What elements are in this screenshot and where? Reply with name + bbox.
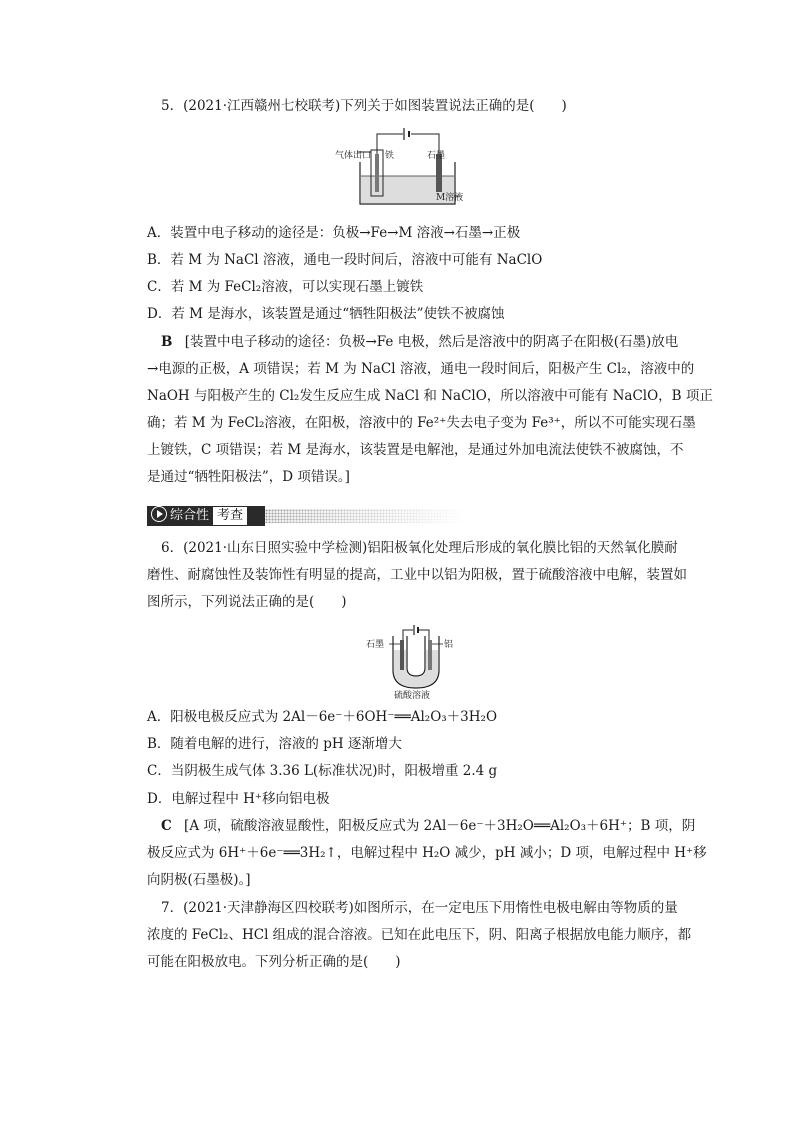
q5-explanation-line-1: [装置中电子移动的途径：负极→Fe 电极，然后是溶液中的阴离子在阳极(石墨)放电 (184, 334, 679, 350)
q6-stem-line-1: 6．(2021·山东日照实验中学检测)铝阳极氧化处理后形成的氧化膜比铝的天然氧化膜耐 (161, 540, 678, 556)
section-tag: 考查 (213, 507, 247, 525)
q6-option-c: C．当阴极生成气体 3.36 L(标准状况)时，阳极增重 2.4 g (147, 763, 498, 779)
q6-aluminum-label: 铝 (444, 640, 454, 650)
dotted-decoration (265, 509, 465, 523)
q5-stem: 5．(2021·江西赣州七校联考)下列关于如图装置说法正确的是( ) (161, 98, 567, 114)
q5-explanation-line-6: 是通过“牺牲阳极法”，D 项错误。] (147, 469, 350, 485)
q5-explanation-line-5: 上镀铁，C 项错误；若 M 是海水，该装置是电解池，是通过外加电流法使铁不被腐蚀，不 (147, 442, 684, 458)
q5-answer (161, 332, 678, 352)
q5-explanation-line-3: NaOH 与阳极产生的 Cl₂发生反应生成 NaCl 和 NaClO，所以溶液中可能有 NaClO，B 项正 (147, 388, 713, 404)
q7-stem-line-1: 7．(2021·天津静海区四校联考)如图所示，在一定电压下用惰性电极电解由等物质的量 (161, 900, 678, 916)
q6-graphite-label: 石墨 (366, 640, 385, 650)
q5-explanation-line-2: →电源的正极，A 项错误；若 M 为 NaCl 溶液，通电一段时间后，阳极产生 Cl₂，溶液中的 (147, 361, 695, 377)
q6-explanation-line-3: 向阴极(石墨极)。] (147, 872, 251, 888)
q5-option-b: B．若 M 为 NaCl 溶液，通电一段时间后，溶液中可能有 NaClO (147, 252, 543, 268)
q6-u-tube-diagram (363, 622, 463, 702)
q5-gas-outlet-label: 气体出口 (335, 151, 372, 161)
play-icon (151, 506, 167, 522)
q5-graphite-label: 石墨 (427, 151, 446, 161)
q6-stem-line-3: 图所示，下列说法正确的是( ) (147, 594, 347, 610)
q5-option-d: D．若 M 是海水，该装置是通过“牺牲阳极法”使铁不被腐蚀 (147, 306, 505, 322)
q6-option-d: D．电解过程中 H⁺移向铝电极 (147, 791, 330, 807)
q6-stem-line-2: 磨性、耐腐蚀性及装饰性有明显的提高，工业中以铝为阳极，置于硫酸溶液中电解，装置如 (147, 567, 687, 583)
section-label-box (147, 506, 265, 526)
q6-answer-letter: C (161, 818, 172, 834)
q7-stem-line-2: 浓度的 FeCl₂、HCl 组成的混合溶液。已知在此电压下，阴、阳离子根据放电能力顺序，都 (147, 927, 692, 943)
q6-option-a: A．阳极电极反应式为 2Al－6e⁻＋6OH⁻══Al₂O₃＋3H₂O (147, 709, 498, 725)
q5-answer-letter: B (161, 334, 173, 350)
q6-answer (161, 816, 695, 836)
q6-explanation-line-1: [A 项，硫酸溶液显酸性，阳极反应式为 2Al－6e⁻＋3H₂O══Al₂O₃＋6H⁺；B 项，阴 (184, 818, 696, 834)
q6-explanation-line-2: 极反应式为 6H⁺＋6e⁻══3H₂↑，电解过程中 H₂O 减少，pH 减小；D 项，电解过程中 H⁺移 (147, 845, 707, 861)
q5-option-a: A．装置中电子移动的途径是：负极→Fe→M 溶液→石墨→正极 (147, 225, 521, 241)
q5-explanation-line-4: 确；若 M 为 FeCl₂溶液，在阳极，溶液中的 Fe²⁺失去电子变为 Fe³⁺，所以不可能实现石墨 (147, 415, 696, 431)
q5-electrolysis-diagram (335, 124, 475, 214)
section-banner (147, 506, 467, 526)
q5-solution-label: M溶液 (436, 193, 464, 203)
q6-option-b: B．随着电解的进行，溶液的 pH 逐渐增大 (147, 736, 402, 752)
q7-stem-line-3: 可能在阳极放电。下列分析正确的是( ) (147, 954, 401, 970)
q5-iron-label: 铁 (385, 151, 395, 161)
q6-solution-label: 硫酸溶液 (394, 691, 431, 701)
section-label: 综合性 (170, 508, 210, 523)
q5-option-c: C．若 M 为 FeCl₂溶液，可以实现石墨上镀铁 (147, 279, 424, 295)
